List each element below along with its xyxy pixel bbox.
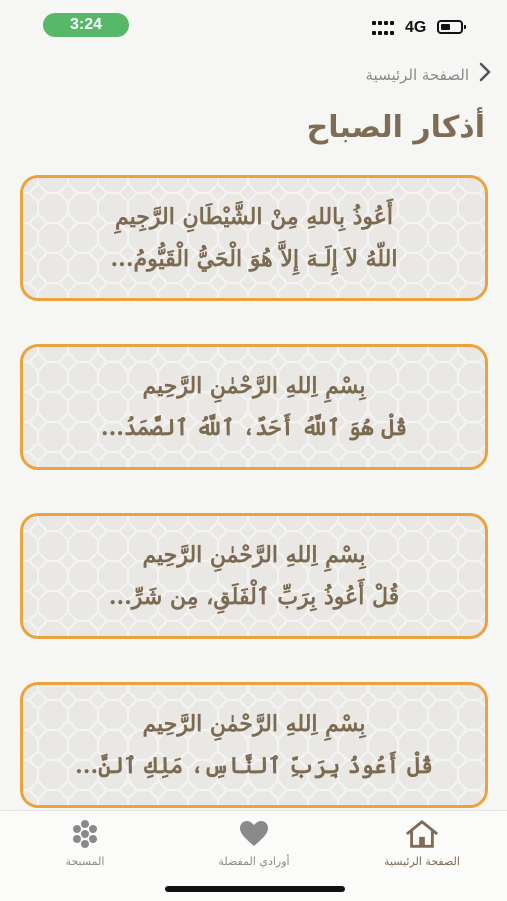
dhikr-line-1: أَعُوذُ بِاللهِ مِنْ الشَّيْطَانِ الرَّجِيمِ [115,204,393,230]
tab-label[interactable]: أورادي المفضلة [218,855,290,868]
tab-home[interactable] [352,819,492,868]
home-indicator [165,886,345,892]
dhikr-list [20,175,488,851]
rosary-icon[interactable] [68,819,102,849]
tab-rosary[interactable] [15,819,155,868]
tab-label[interactable]: المسبحة [65,855,105,868]
dhikr-line-2: قُلْ أَعُوذُ بِرَبِّ ٱلنَّاسِ، مَلِكِ ٱلنَّ... [75,753,433,779]
tab-label[interactable]: الصفحة الرئيسية [384,855,460,868]
dhikr-line-1: بِسْمِ اِللهِ الرَّحْمٰنِ الرَّحِيم [142,373,366,399]
breadcrumb-label[interactable]: الصفحة الرئيسية [365,65,469,84]
page-title: أذكار الصباح [306,110,485,145]
network-label: 4G [405,19,427,36]
status-bar [0,0,507,50]
tab-favorites[interactable] [184,819,324,868]
battery-icon [437,20,463,34]
chevron-right-icon[interactable] [479,62,491,87]
home-icon[interactable] [405,819,439,849]
heart-icon[interactable] [237,819,271,849]
dhikr-card[interactable] [20,682,488,808]
dhikr-card[interactable] [20,175,488,301]
dhikr-card[interactable] [20,344,488,470]
dhikr-line-2: قُلْ هُوَ ٱللَّهُ أَحَدٌ، ٱللَّهُ ٱلصَّمَدُ... [100,415,408,441]
status-time: 3:24 [43,13,129,37]
dhikr-line-2: قُلْ أَعُوذُ بِرَبِّ ٱلْفَلَقِ، مِن شَرِّ... [108,584,400,610]
dhikr-line-2: اللّهُ لاَ إِلَـهَ إِلاَّ هُوَ الْحَيُّ الْقَيُّومُ... [110,246,398,272]
breadcrumb[interactable] [366,62,492,87]
dhikr-line-1: بِسْمِ اِللهِ الرَّحْمٰنِ الرَّحِيم [142,542,366,568]
signal-icon [372,21,398,35]
dhikr-card[interactable] [20,513,488,639]
dhikr-line-1: بِسْمِ اِللهِ الرَّحْمٰنِ الرَّحِيم [142,711,366,737]
